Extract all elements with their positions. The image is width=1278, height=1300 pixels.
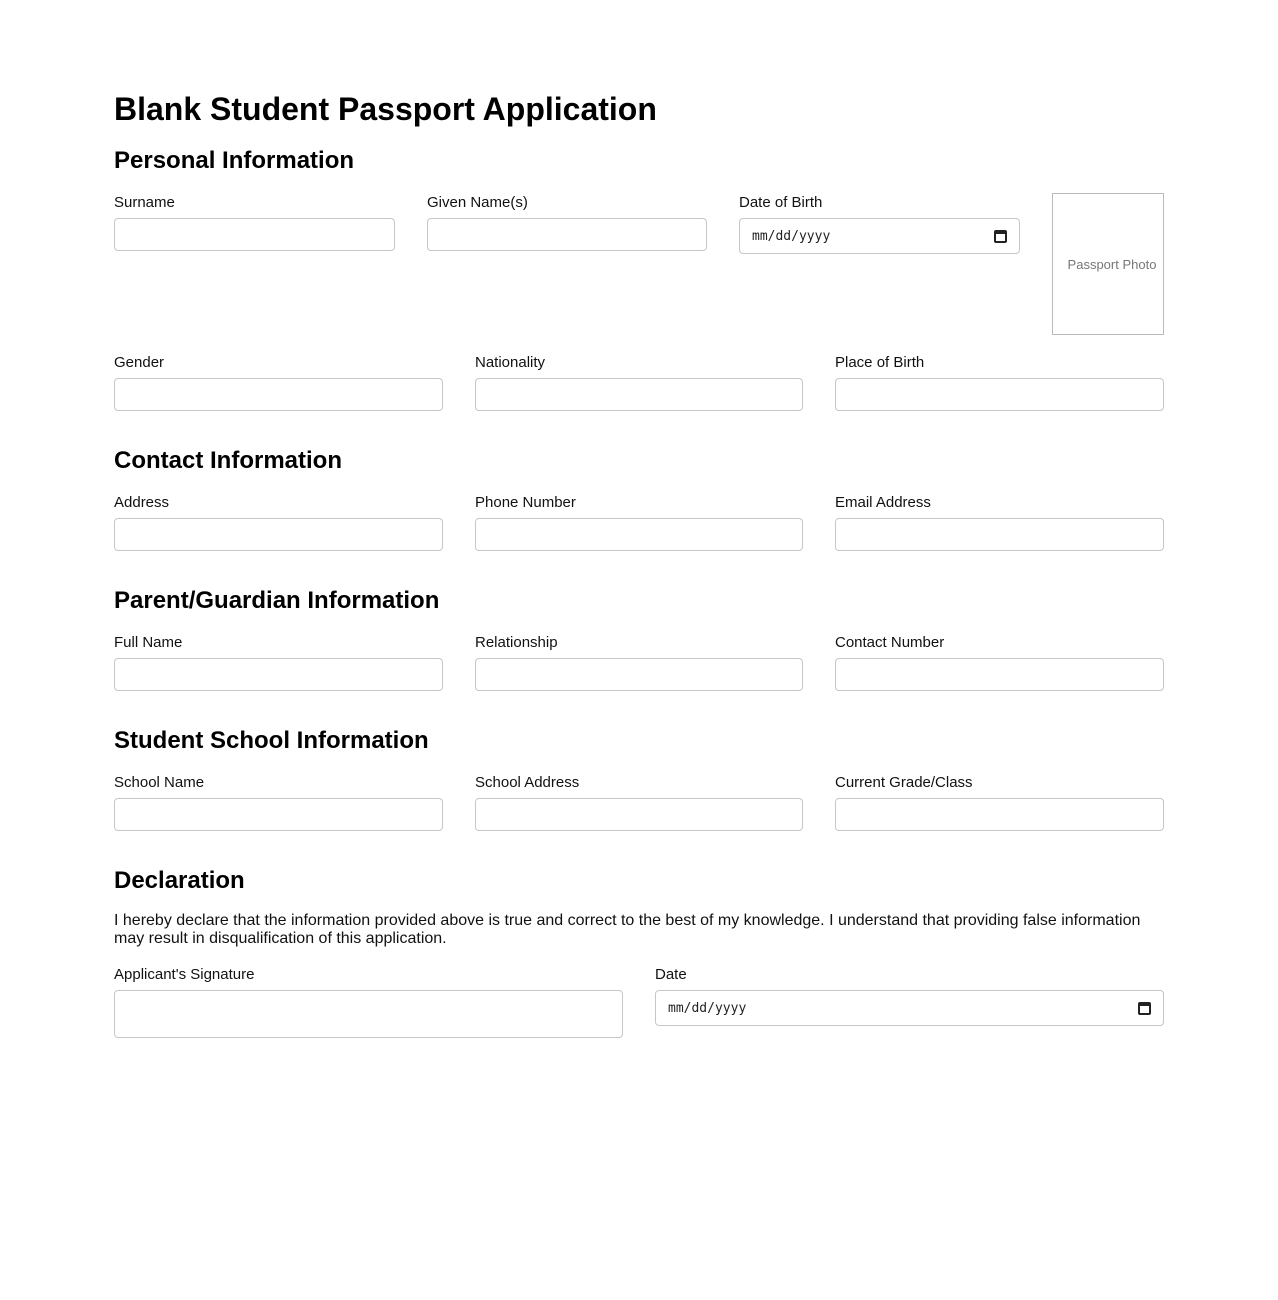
school-name-input[interactable]	[114, 798, 443, 831]
guardian-name-input[interactable]	[114, 658, 443, 691]
given-names-label: Given Name(s)	[427, 194, 528, 211]
school-address-label: School Address	[475, 774, 580, 791]
school-address-input[interactable]	[475, 798, 803, 831]
phone-label: Phone Number	[475, 494, 576, 511]
date-label: Date	[655, 966, 687, 983]
email-input[interactable]	[835, 518, 1164, 551]
section-contact: Contact Information	[114, 447, 342, 474]
guardian-contact-input[interactable]	[835, 658, 1164, 691]
section-declaration: Declaration	[114, 867, 245, 894]
guardian-contact-label: Contact Number	[835, 634, 945, 651]
surname-input[interactable]	[114, 218, 395, 251]
date-placeholder: mm/dd/yyyy	[668, 1000, 747, 1016]
passport-photo-box[interactable]	[1052, 193, 1164, 335]
nationality-label: Nationality	[475, 354, 546, 371]
given-names-input[interactable]	[427, 218, 707, 251]
signature-input[interactable]	[114, 990, 623, 1038]
guardian-name-label: Full Name	[114, 634, 183, 651]
school-name-label: School Name	[114, 774, 205, 791]
place-of-birth-input[interactable]	[835, 378, 1164, 411]
relationship-input[interactable]	[475, 658, 803, 691]
address-label: Address	[114, 494, 170, 511]
calendar-icon[interactable]	[994, 230, 1007, 243]
section-guardian: Parent/Guardian Information	[114, 587, 440, 614]
declaration-text: I hereby declare that the information provided above is true and correct to the best of my knowledge. I understand that providing false information may result in disqualification of this application.	[114, 912, 1141, 947]
address-input[interactable]	[114, 518, 443, 551]
section-school: Student School Information	[114, 727, 429, 754]
phone-input[interactable]	[475, 518, 803, 551]
grade-label: Current Grade/Class	[835, 774, 973, 791]
date-input[interactable]	[655, 990, 1164, 1026]
section-personal: Personal Information	[114, 147, 355, 174]
passport-photo-label: Passport Photo	[1067, 256, 1157, 272]
dob-input[interactable]	[739, 218, 1020, 254]
gender-input[interactable]	[114, 378, 443, 411]
dob-placeholder: mm/dd/yyyy	[752, 228, 831, 244]
surname-label: Surname	[114, 194, 175, 211]
place-of-birth-label: Place of Birth	[835, 354, 925, 371]
calendar-icon[interactable]	[1138, 1002, 1151, 1015]
page-title: Blank Student Passport Application	[114, 91, 657, 127]
gender-label: Gender	[114, 354, 165, 371]
nationality-input[interactable]	[475, 378, 803, 411]
signature-label: Applicant's Signature	[114, 966, 255, 983]
dob-label: Date of Birth	[739, 194, 823, 211]
email-label: Email Address	[835, 494, 931, 511]
grade-input[interactable]	[835, 798, 1164, 831]
relationship-label: Relationship	[475, 634, 558, 651]
